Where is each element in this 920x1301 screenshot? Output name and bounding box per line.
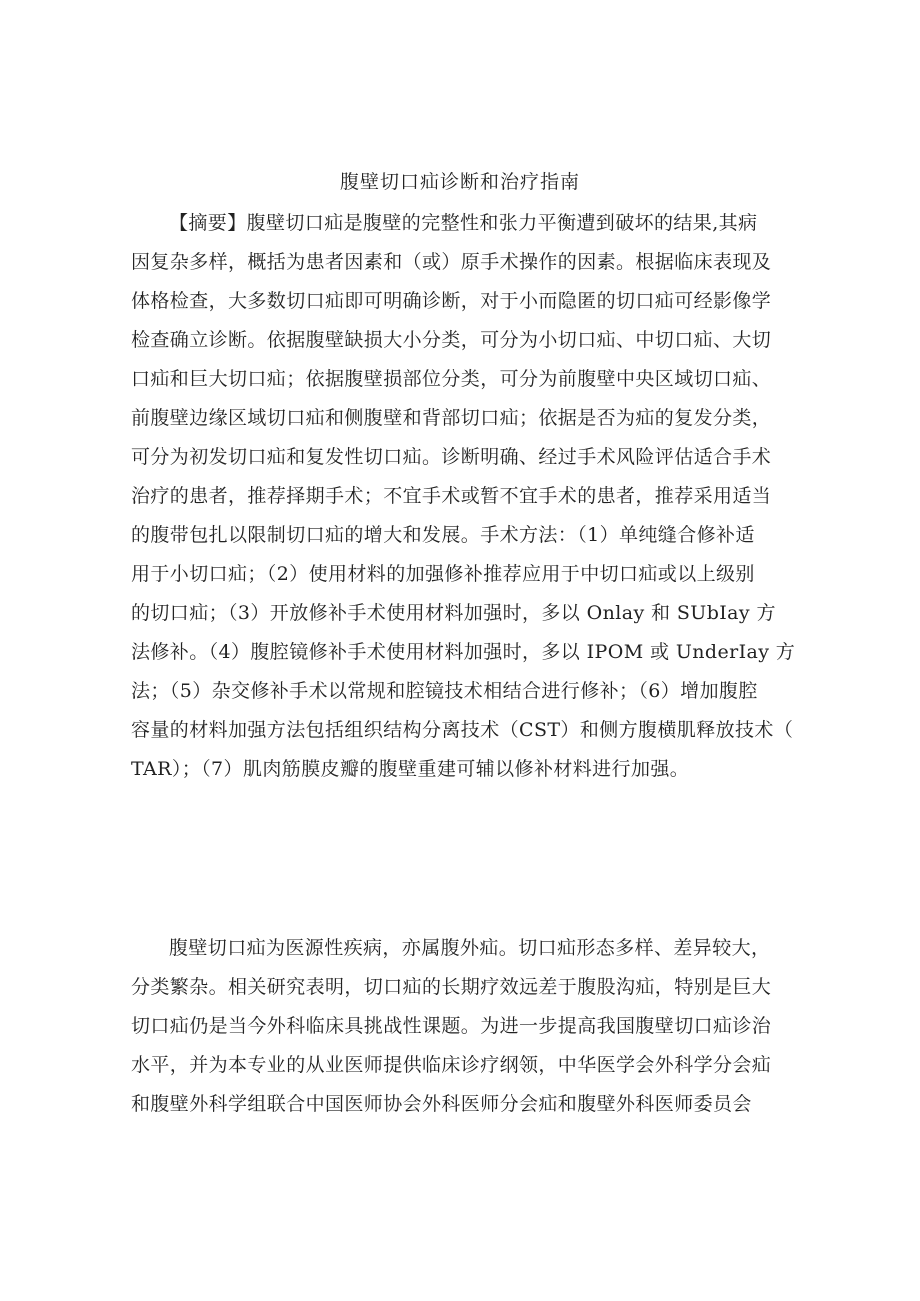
abstract-line: 法；（5）杂交修补手术以常规和腔镜技术相结合进行修补；（6）增加腹腔 xyxy=(131,680,758,702)
document-title: 腹壁切口疝诊断和治疗指南 xyxy=(339,171,580,193)
abstract-line: 检查确立诊断。依据腹壁缺损大小分类，可分为小切口疝、中切口疝、大切 xyxy=(131,329,772,351)
abstract-line: 容量的材料加强方法包括组织结构分离技术（CST）和侧方腹横肌释放技术（ xyxy=(131,719,794,741)
abstract-line: 【摘要】腹壁切口疝是腹壁的完整性和张力平衡遭到破坏的结果,其病 xyxy=(169,212,758,234)
abstract-paragraph xyxy=(131,204,797,789)
body-paragraph xyxy=(131,929,797,1124)
body-line: 分类繁杂。相关研究表明，切口疝的长期疗效远差于腹股沟疝，特别是巨大 xyxy=(131,976,772,998)
body-line: 腹壁切口疝为医源性疾病，亦属腹外疝。切口疝形态多样、差异较大， xyxy=(169,937,771,959)
abstract-line: 前腹壁边缘区域切口疝和侧腹壁和背部切口疝；依据是否为疝的复发分类， xyxy=(131,407,772,429)
abstract-line: 可分为初发切口疝和复发性切口疝。诊断明确、经过手术风险评估适合手术 xyxy=(131,446,772,468)
abstract-line: 的腹带包扎以限制切口疝的增大和发展。手术方法：（1）单纯缝合修补适 xyxy=(131,524,755,546)
body-line: 水平，并为本专业的从业医师提供临床诊疗纲领，中华医学会外科学分会疝 xyxy=(131,1054,772,1076)
body-line: 和腹壁外科学组联合中国医师协会外科医师分会疝和腹壁外科医师委员会 xyxy=(131,1093,752,1115)
abstract-line: 治疗的患者，推荐择期手术；不宜手术或暂不宜手术的患者，推荐采用适当 xyxy=(131,485,772,507)
abstract-line: 用于小切口疝；（2）使用材料的加强修补推荐应用于中切口疝或以上级别 xyxy=(131,563,755,585)
abstract-line: 因复杂多样，概括为患者因素和（或）原手术操作的因素。根据临床表现及 xyxy=(131,251,772,273)
abstract-line: 法修补。（4）腹腔镜修补手术使用材料加强时，多以 IPOM 或 UnderIay 方 xyxy=(131,641,796,663)
body-line: 切口疝仍是当今外科临床具挑战性课题。为进一步提高我国腹壁切口疝诊治 xyxy=(131,1015,772,1037)
abstract-line: 体格检查，大多数切口疝即可明确诊断，对于小而隐匿的切口疝可经影像学 xyxy=(131,290,772,312)
abstract-line: 口疝和巨大切口疝；依据腹壁损部位分类，可分为前腹壁中央区域切口疝、 xyxy=(131,368,772,390)
abstract-line: TAR）；（7）肌肉筋膜皮瓣的腹壁重建可辅以修补材料进行加强。 xyxy=(131,758,690,780)
abstract-line: 的切口疝；（3）开放修补手术使用材料加强时，多以 Onlay 和 SUbIay 方 xyxy=(131,602,776,624)
